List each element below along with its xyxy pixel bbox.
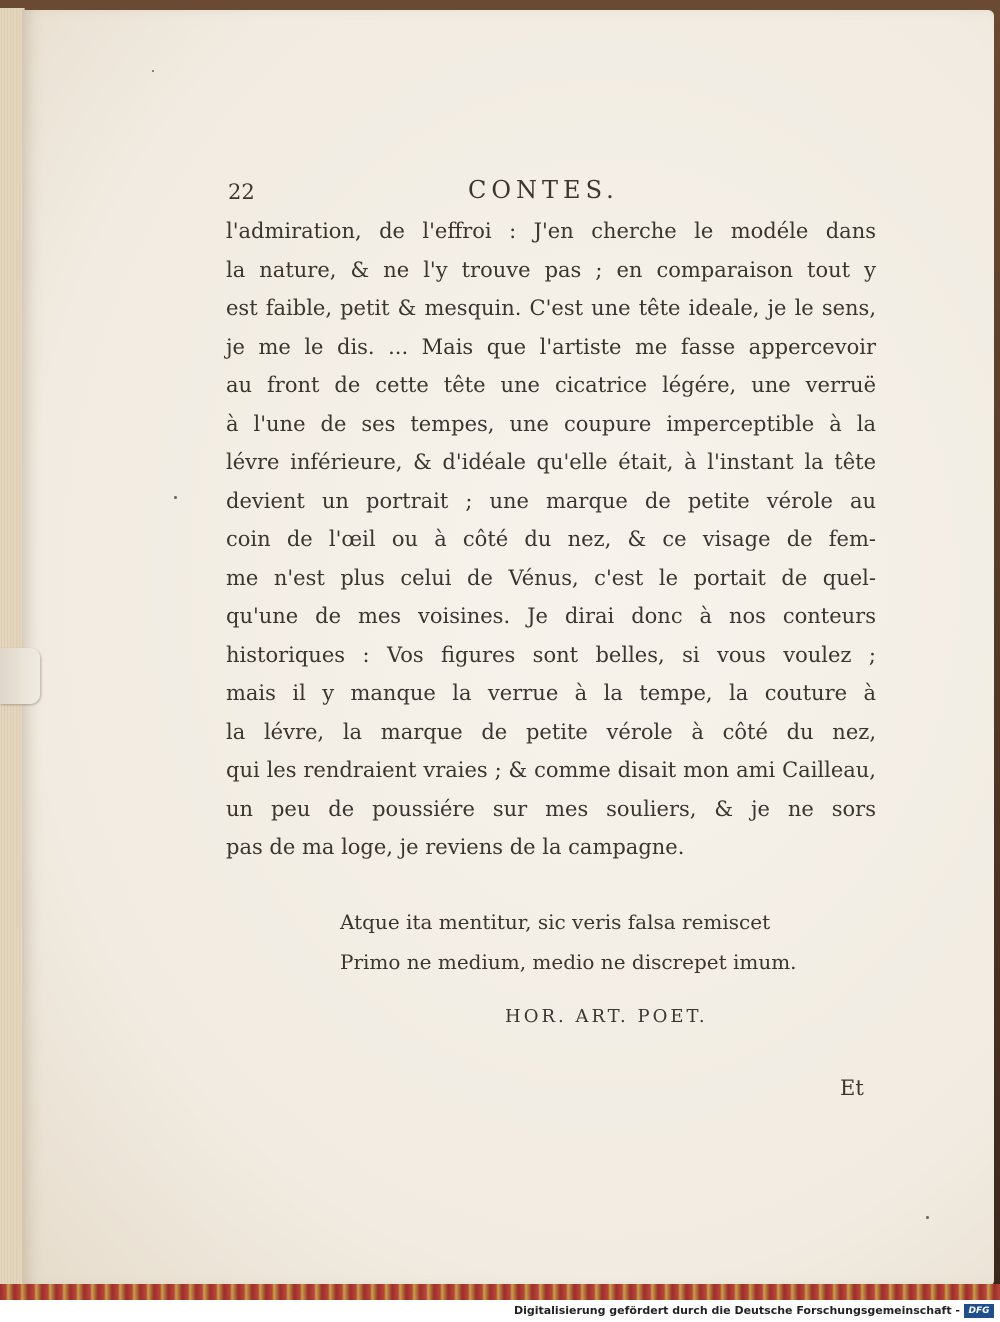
latin-quote bbox=[340, 902, 840, 982]
text-line: un peu de poussiére sur mes souliers, & je ne sors bbox=[226, 796, 876, 821]
text-line: qui les rendraient vraies ; & comme disait mon ami Cailleau, bbox=[226, 758, 876, 782]
body-text bbox=[226, 212, 876, 867]
text-line: coin de l'œil ou à côté du nez, & ce visage de fem- bbox=[226, 527, 876, 551]
text-line: je me le dis. ... Mais que l'artiste me fasse appercevoir bbox=[226, 334, 876, 359]
text-line: est faible, petit & mesquin. C'est une tête ideale, je le sens, bbox=[226, 296, 876, 320]
catchword: Et bbox=[840, 1076, 864, 1100]
bookmark-tab bbox=[0, 648, 40, 704]
footer-credit: Digitalisierung gefördert durch die Deutsche Forschungsgemeinschaft - bbox=[513, 1304, 960, 1317]
text-line: devient un portrait ; une marque de petite vérole au bbox=[226, 488, 876, 513]
quote-line: Primo ne medium, medio ne discrepet imum. bbox=[340, 950, 797, 974]
gilt-edge-trim bbox=[0, 1284, 1000, 1300]
quote-line: Atque ita mentitur, sic veris falsa remiscet bbox=[340, 910, 771, 934]
text-line: la lévre, la marque de petite vérole à côté du nez, bbox=[226, 719, 876, 744]
text-line: lévre inférieure, & d'idéale qu'elle était, à l'instant la tête bbox=[226, 450, 876, 474]
running-head: CONTES. bbox=[468, 176, 619, 204]
text-line: qu'une de mes voisines. Je dirai donc à nos conteurs bbox=[226, 604, 876, 628]
quote-attribution: HOR. ART. POET. bbox=[505, 1006, 708, 1027]
text-line: pas de ma loge, je reviens de la campagne. bbox=[226, 835, 685, 859]
page-number: 22 bbox=[228, 180, 255, 204]
text-line: l'admiration, de l'effroi : J'en cherche le modéle dans bbox=[226, 219, 876, 243]
text-line: la nature, & ne l'y trouve pas ; en comparaison tout y bbox=[226, 257, 876, 282]
text-line: au front de cette tête une cicatrice légére, une verruë bbox=[226, 373, 876, 397]
text-line: me n'est plus celui de Vénus, c'est le portait de quel- bbox=[226, 565, 876, 590]
dfg-logo: DFG bbox=[964, 1304, 994, 1318]
page-header bbox=[228, 176, 874, 210]
text-line: à l'une de ses tempes, une coupure imperceptible à la bbox=[226, 411, 876, 436]
text-line: historiques : Vos figures sont belles, si vous voulez ; bbox=[226, 642, 876, 667]
paper-speck bbox=[926, 1216, 929, 1219]
paper-speck bbox=[152, 70, 154, 72]
paper-speck bbox=[174, 496, 177, 499]
text-line: mais il y manque la verrue à la tempe, la couture à bbox=[226, 681, 876, 705]
digitization-footer bbox=[0, 1300, 1000, 1322]
